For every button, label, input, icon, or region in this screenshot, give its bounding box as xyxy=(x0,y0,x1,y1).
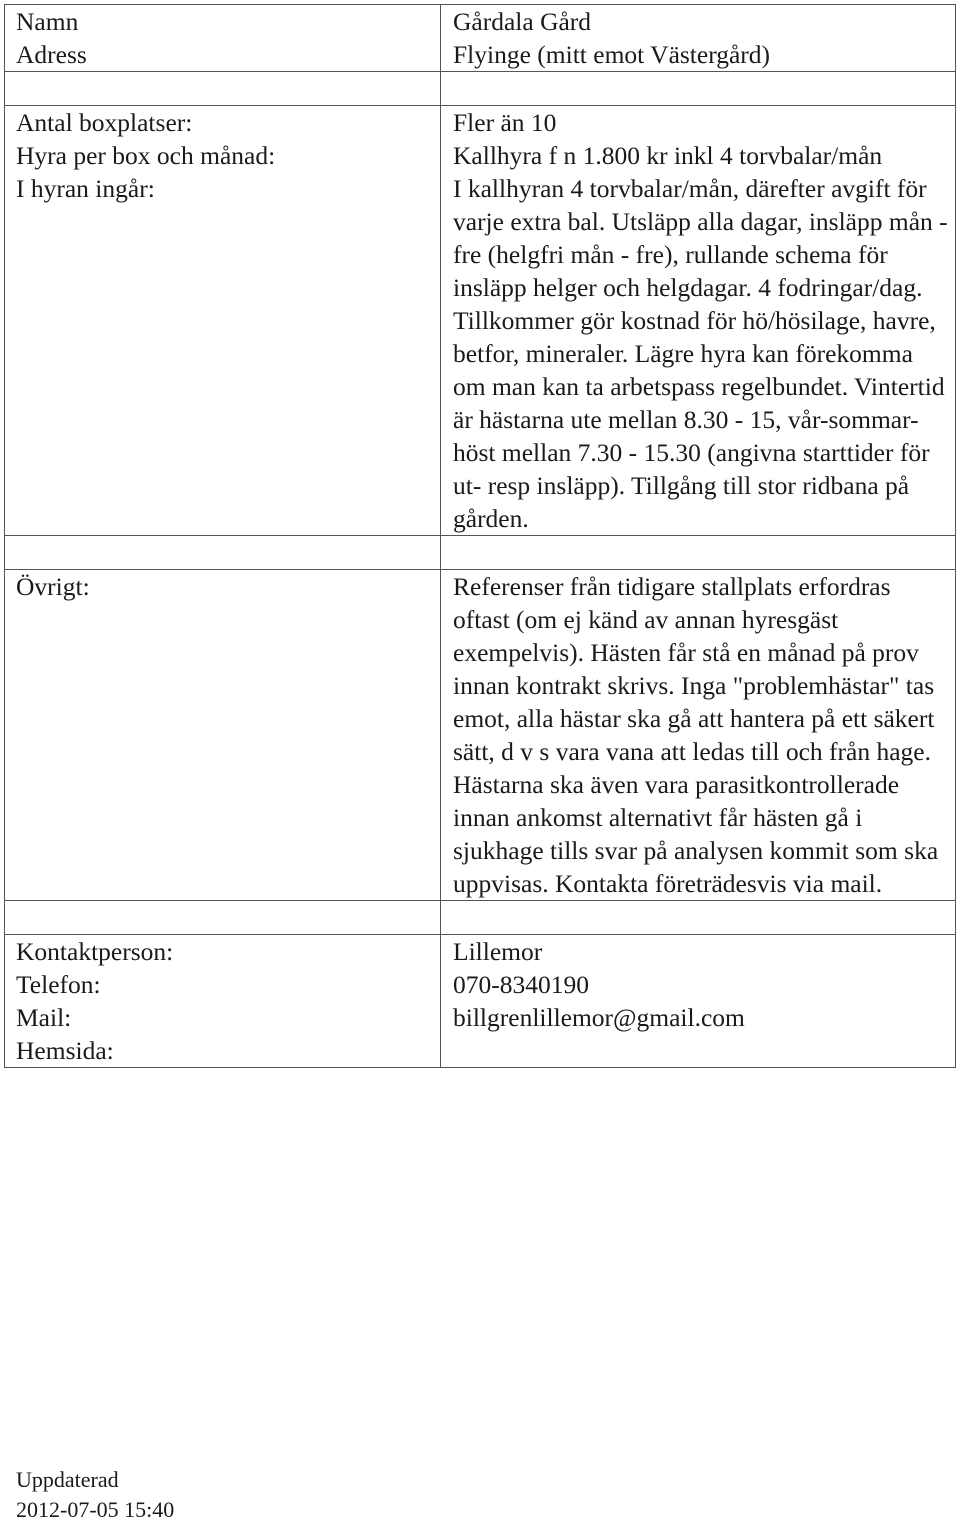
row-ingar xyxy=(5,172,956,536)
label-ovrigt: Övrigt: xyxy=(5,570,441,901)
row-ovrigt xyxy=(5,570,956,901)
spacer-cell xyxy=(441,536,956,570)
label-namn: Namn xyxy=(5,5,441,39)
label-adress: Adress xyxy=(5,38,441,72)
value-adress: Flyinge (mitt emot Västergård) xyxy=(441,38,956,72)
spacer-cell xyxy=(441,901,956,935)
value-telefon: 070-8340190 xyxy=(441,968,956,1001)
updated-footer xyxy=(16,1465,174,1525)
row-antal xyxy=(5,106,956,140)
spacer-cell xyxy=(441,72,956,106)
value-hemsida xyxy=(441,1034,956,1068)
row-mail xyxy=(5,1001,956,1034)
row-spacer-1 xyxy=(5,72,956,106)
label-hemsida: Hemsida: xyxy=(5,1034,441,1068)
label-hyra: Hyra per box och månad: xyxy=(5,139,441,172)
row-namn xyxy=(5,5,956,39)
label-mail: Mail: xyxy=(5,1001,441,1034)
label-ingar: I hyran ingår: xyxy=(5,172,441,536)
row-hyra xyxy=(5,139,956,172)
row-spacer-2 xyxy=(5,536,956,570)
spacer-cell xyxy=(5,72,441,106)
spacer-cell xyxy=(5,536,441,570)
value-antal: Fler än 10 xyxy=(441,106,956,140)
row-adress xyxy=(5,38,956,72)
label-kontakt: Kontaktperson: xyxy=(5,935,441,969)
row-spacer-3 xyxy=(5,901,956,935)
updated-date: 2012-07-05 15:40 xyxy=(16,1497,175,1522)
value-kontakt: Lillemor xyxy=(441,935,956,969)
spacer-cell xyxy=(5,901,441,935)
updated-label: Uppdaterad xyxy=(16,1467,119,1492)
value-ovrigt: Referenser från tidigare stallplats erfordras oftast (om ej känd av annan hyresgäst exempelvis). Hästen får stå en månad på prov innan kontrakt skrivs. Inga "problemhästar" tas emot, alla hästar ska gå att hantera på ett säkert sätt, d v s vara vana att ledas till och från hage. Hästarna ska även vara parasitkontrollerade innan ankomst alternativt får hästen gå i sjukhage tills svar på analysen kommit som ska uppvisas. Kontakta företrädesvis via mail. xyxy=(441,570,956,901)
value-hyra: Kallhyra f n 1.800 kr inkl 4 torvbalar/mån xyxy=(441,139,956,172)
value-mail[interactable]: billgrenlillemor@gmail.com xyxy=(441,1001,956,1034)
info-table xyxy=(4,4,956,1068)
row-kontakt xyxy=(5,935,956,969)
row-telefon xyxy=(5,968,956,1001)
label-antal: Antal boxplatser: xyxy=(5,106,441,140)
label-telefon: Telefon: xyxy=(5,968,441,1001)
row-hemsida xyxy=(5,1034,956,1068)
value-ingar: I kallhyran 4 torvbalar/mån, därefter avgift för varje extra bal. Utsläpp alla dagar, insläpp mån - fre (helgfri mån - fre), rullande schema för insläpp helger och helgdagar. 4 fodringar/dag. Tillkommer gör kostnad för hö/hösilage, havre, betfor, mineraler. Lägre hyra kan förekomma om man kan ta arbetspass regelbundet. Vintertid är hästarna ute mellan 8.30 - 15, vår-sommar-höst mellan 7.30 - 15.30 (angivna starttider för ut- resp insläpp). Tillgång till stor ridbana på gården. xyxy=(441,172,956,536)
value-namn: Gårdala Gård xyxy=(441,5,956,39)
